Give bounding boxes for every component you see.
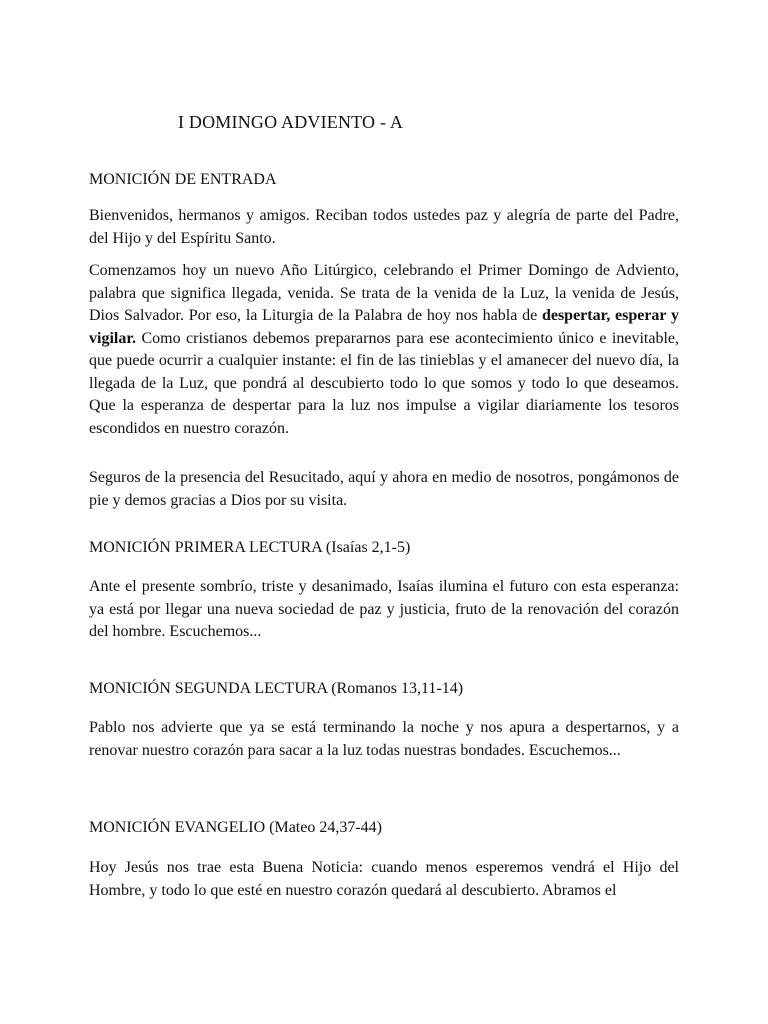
section-heading-entrada: MONICIÓN DE ENTRADA bbox=[89, 171, 277, 188]
paragraph-text: Comenzamos hoy un nuevo Año Litúrgico, celebrando el Primer Domingo de Adviento, palabra que significa llegada, venida. Se trata de la venida de la Luz, la venida de Jesús, Dios Salvador. Por eso, la Liturgia de la Palabra de hoy nos habla de bbox=[89, 262, 679, 324]
section-heading-evangelio: MONICIÓN EVANGELIO (Mateo 24,37-44) bbox=[89, 819, 382, 836]
paragraph-segunda-lectura: Pablo nos advierte que ya se está terminando la noche y nos apura a despertarnos, y a renovar nuestro corazón para sacar a la luz todas nuestras bondades. Escuchemos... bbox=[89, 719, 679, 759]
section-heading-primera-lectura: MONICIÓN PRIMERA LECTURA (Isaías 2,1-5) bbox=[89, 539, 411, 556]
emphasis-text: despertar, esperar y vigilar. bbox=[89, 307, 679, 347]
paragraph-bienvenida: Bienvenidos, hermanos y amigos. Reciban todos ustedes paz y alegría de parte del Padre, del Hijo y del Espíritu Santo. bbox=[89, 207, 679, 247]
paragraph-evangelio: Hoy Jesús nos trae esta Buena Noticia: cuando menos esperemos vendrá el Hijo del Hombre, y todo lo que esté en nuestro corazón quedará al descubierto. Abramos el bbox=[89, 859, 679, 899]
paragraph-text: Como cristianos debemos prepararnos para ese acontecimiento único e inevitable, que puede ocurrir a cualquier instante: el fin de las tinieblas y el amanecer del nuevo día, la llegada de la Luz, que pondrá al descubierto todo lo que somos y todo lo que deseamos. Que la esperanza de despertar para la luz nos impulse a vigilar diariamente los tesoros escondidos en nuestro corazón. bbox=[89, 329, 679, 437]
paragraph-introduccion bbox=[89, 260, 679, 440]
paragraph-invitacion: Seguros de la presencia del Resucitado, aquí y ahora en medio de nosotros, pongámonos de pie y demos gracias a Dios por su visita. bbox=[89, 469, 679, 509]
document-title: I DOMINGO ADVIENTO - A bbox=[178, 112, 404, 132]
paragraph-primera-lectura: Ante el presente sombrío, triste y desanimado, Isaías ilumina el futuro con esta esperanza: ya está por llegar una nueva sociedad de paz y justicia, fruto de la renovación del corazón del hombre. Escuchemos... bbox=[89, 578, 679, 640]
section-heading-segunda-lectura: MONICIÓN SEGUNDA LECTURA (Romanos 13,11-14) bbox=[89, 680, 464, 697]
